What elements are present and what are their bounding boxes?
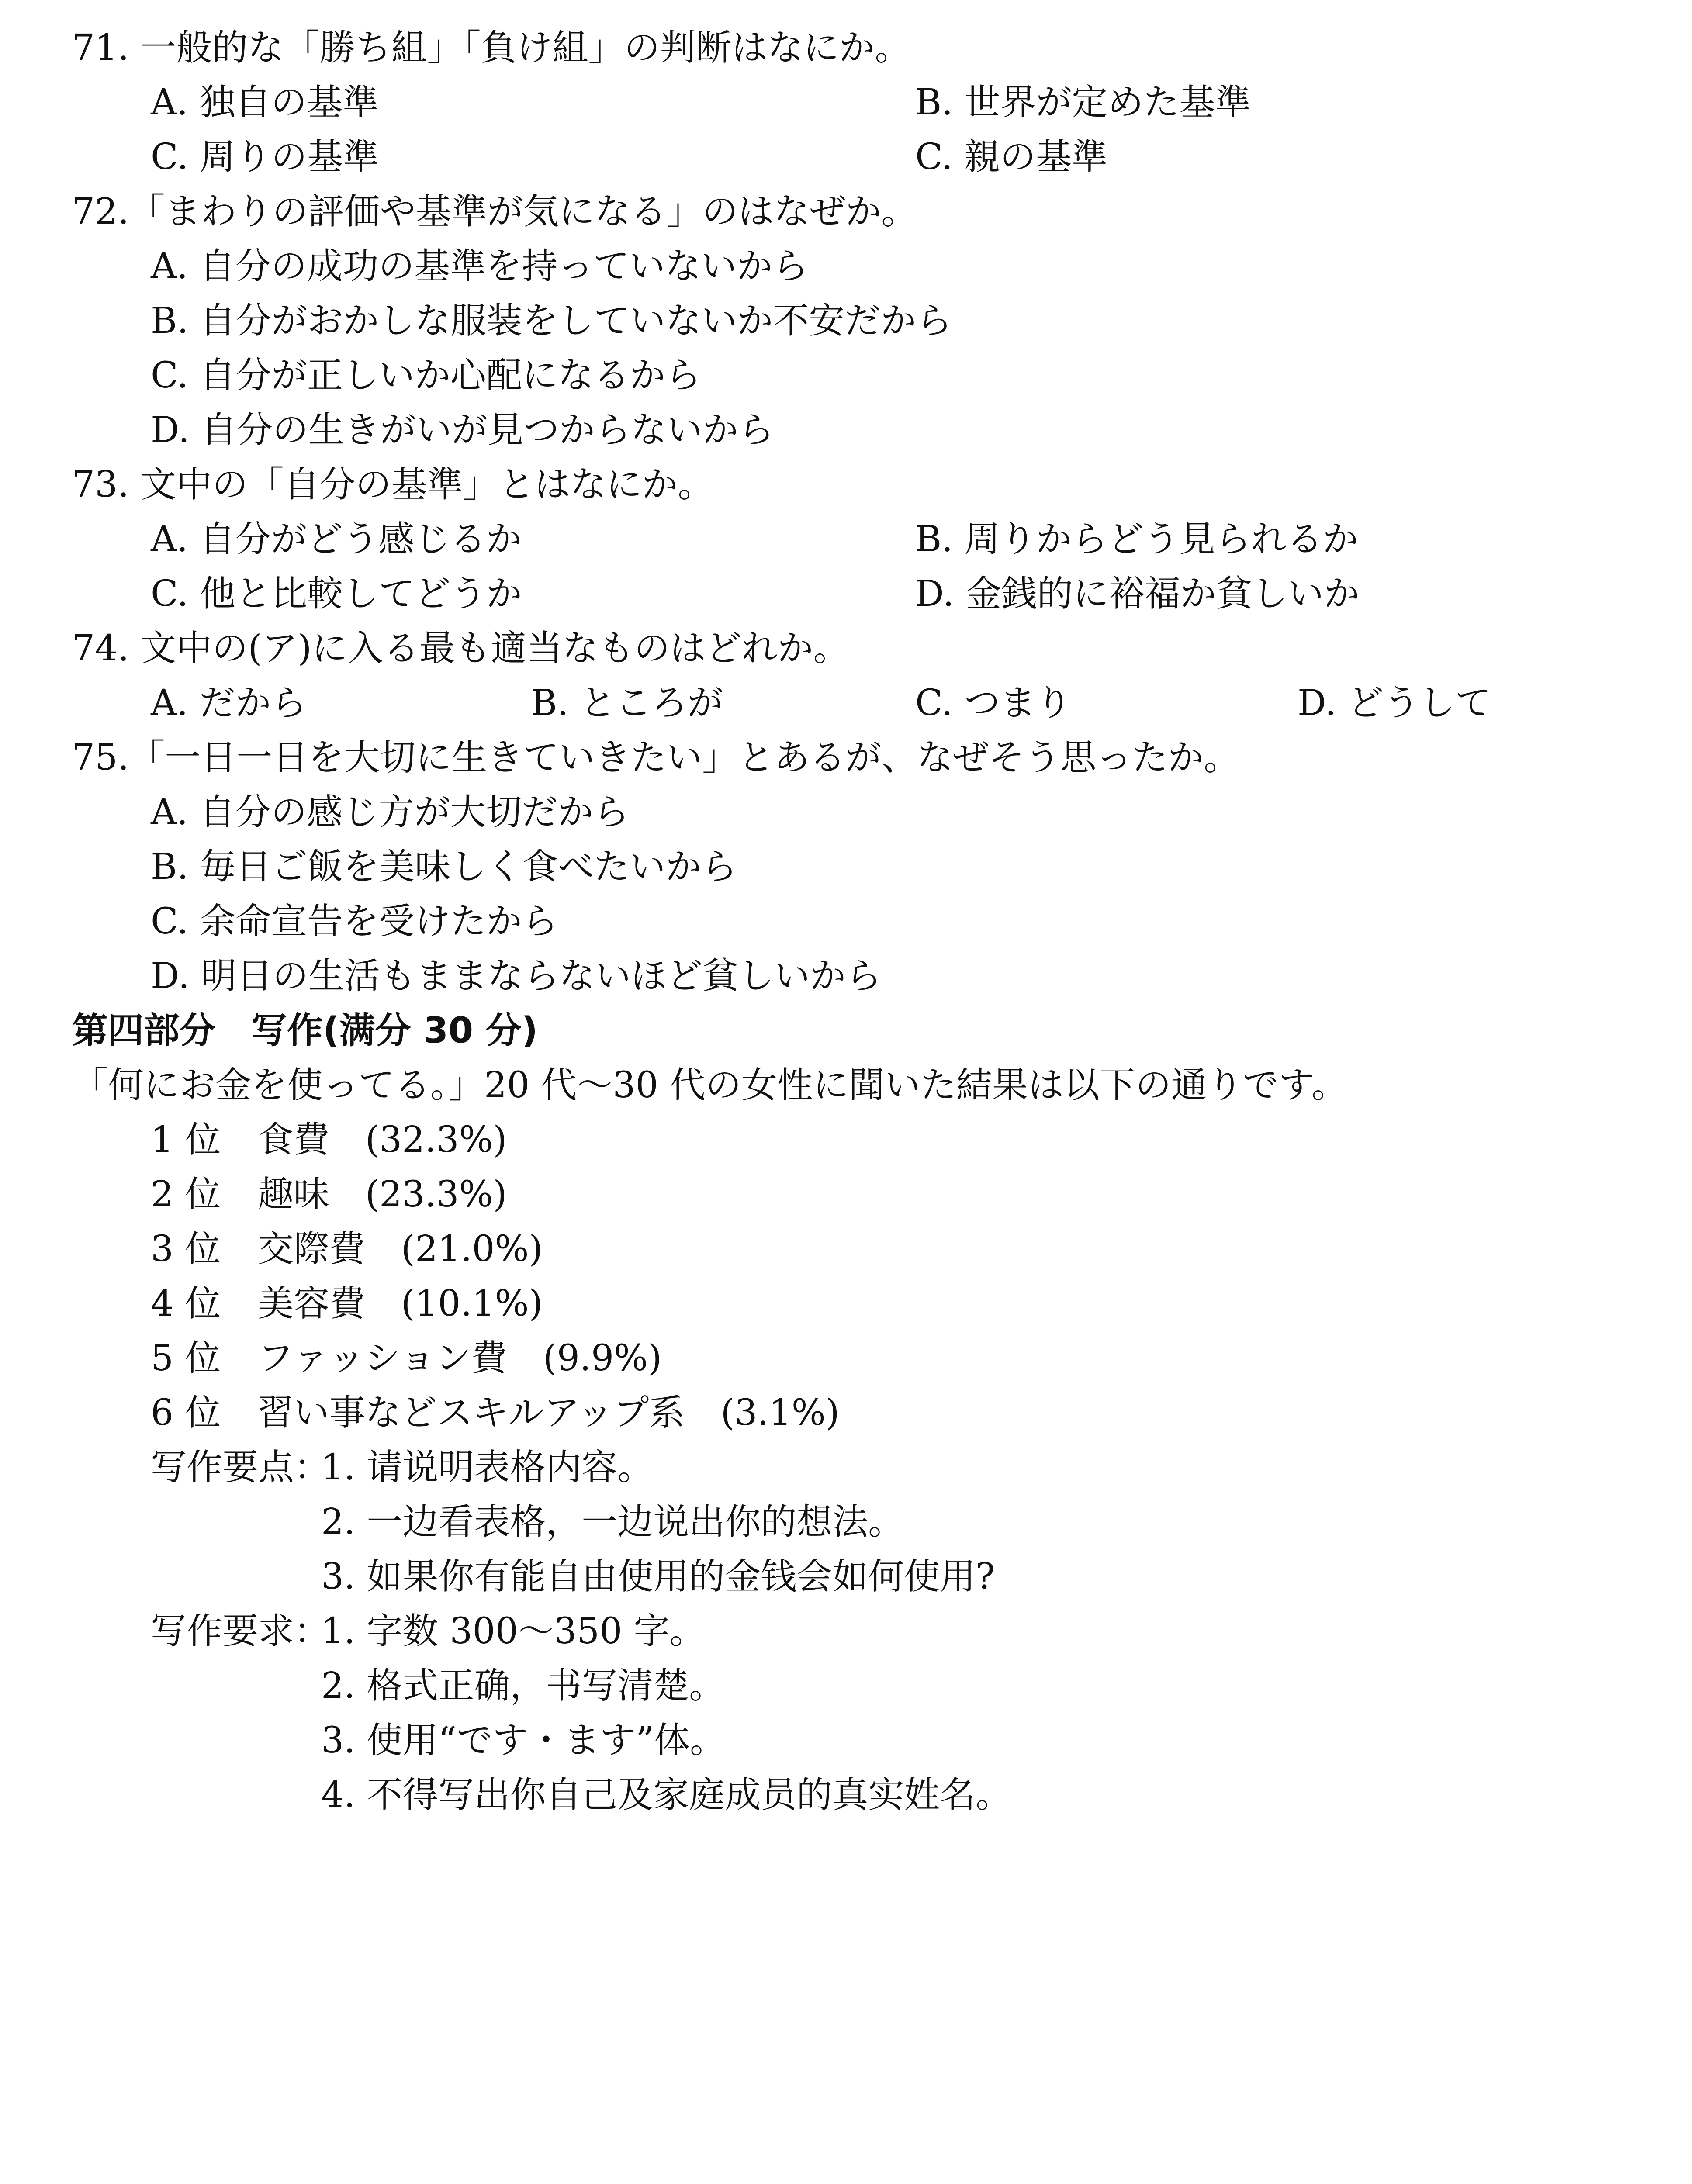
section-title: 第四部分 写作(满分 30 分) xyxy=(72,1010,538,1051)
question-73-stem: 73. 文中の「自分の基準」とはなにか。 xyxy=(72,464,714,505)
question-74-option-a: A. だから xyxy=(151,682,307,724)
question-75-option-b: B. 毎日ご飯を美味しく食べたいから xyxy=(151,846,737,888)
question-75-option-d: D. 明日の生活もままならないほど貧しいから xyxy=(151,955,882,997)
question-71-option-a: A. 独自の基準 xyxy=(151,82,379,123)
ranking-item: 趣味 (23.3%) xyxy=(258,1174,507,1215)
writing-requirement: 1. 字数 300～350 字。 xyxy=(321,1610,706,1652)
writing-requirement: 3. 使用“です・ます”体。 xyxy=(321,1720,726,1761)
writing-point: 1. 请说明表格内容。 xyxy=(321,1447,654,1488)
question-75-stem: 75.「一日一日を大切に生きていきたい」とあるが、なぜそう思ったか。 xyxy=(72,737,1240,778)
ranking-rank: 3 位 xyxy=(151,1228,221,1270)
ranking-rank: 6 位 xyxy=(151,1392,221,1434)
writing-requirement: 2. 格式正确，书写清楚。 xyxy=(321,1665,725,1707)
ranking-item: 食費 (32.3%) xyxy=(258,1119,507,1161)
question-72-option-a: A. 自分の成功の基準を持っていないから xyxy=(151,245,809,287)
writing-point: 3. 如果你有能自由使用的金钱会如何使用? xyxy=(321,1556,995,1597)
question-71-option-b: B. 世界が定めた基準 xyxy=(915,82,1251,123)
question-73-option-d: D. 金銭的に裕福か貧しいか xyxy=(915,573,1360,615)
question-73-option-b: B. 周りからどう見られるか xyxy=(915,518,1359,560)
ranking-rank: 5 位 xyxy=(151,1337,221,1379)
question-71-option-c: C. 周りの基準 xyxy=(151,136,379,178)
ranking-rank: 1 位 xyxy=(151,1119,221,1161)
question-71-option-d: C. 親の基準 xyxy=(915,136,1107,178)
question-75-option-a: A. 自分の感じ方が大切だから xyxy=(151,791,630,833)
question-74-option-d: D. どうして xyxy=(1298,682,1491,724)
ranking-rank: 2 位 xyxy=(151,1174,221,1215)
question-75-option-c: C. 余命宣告を受けたから xyxy=(151,901,558,942)
section-intro: 「何にお金を使ってる。」20 代～30 代の女性に聞いた結果は以下の通りです。 xyxy=(72,1064,1348,1106)
ranking-item: ファッション費 (9.9%) xyxy=(258,1337,662,1379)
ranking-item: 交際費 (21.0%) xyxy=(258,1228,543,1270)
question-72-option-d: D. 自分の生きがいが見つからないから xyxy=(151,409,774,451)
writing-point: 2. 一边看表格，一边说出你的想法。 xyxy=(321,1501,904,1543)
question-72-stem: 72.「まわりの評価や基準が気になる」のはなぜか。 xyxy=(72,191,917,232)
question-73-option-c: C. 他と比較してどうか xyxy=(151,573,522,615)
question-74-stem: 74. 文中の(ア)に入る最も適当なものはどれか。 xyxy=(72,628,849,669)
question-73-option-a: A. 自分がどう感じるか xyxy=(151,518,522,560)
question-71-stem: 71. 一般的な「勝ち組」「負け組」の判断はなにか。 xyxy=(72,27,911,69)
question-72-option-c: C. 自分が正しいか心配になるから xyxy=(151,355,701,396)
question-74-option-b: B. ところが xyxy=(531,682,723,724)
ranking-item: 美容費 (10.1%) xyxy=(258,1283,543,1324)
writing-requirements-label: 写作要求： xyxy=(151,1610,330,1652)
writing-points-label: 写作要点： xyxy=(151,1447,330,1488)
ranking-item: 習い事などスキルアップ系 (3.1%) xyxy=(258,1392,840,1434)
question-74-option-c: C. つまり xyxy=(915,682,1072,724)
question-72-option-b: B. 自分がおかしな服装をしていないか不安だから xyxy=(151,300,952,342)
ranking-rank: 4 位 xyxy=(151,1283,221,1324)
writing-requirement: 4. 不得写出你自己及家庭成员的真实姓名。 xyxy=(321,1774,1012,1816)
